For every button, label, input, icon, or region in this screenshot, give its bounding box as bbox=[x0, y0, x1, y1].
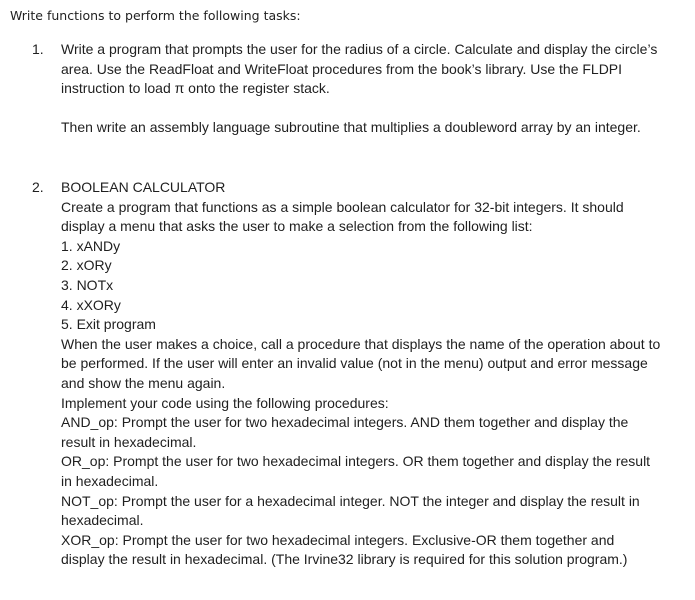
procedure-not: NOT_op: Prompt the user for a hexadecimal integer. NOT the integer and display the result in hexadecimal. bbox=[61, 492, 640, 529]
procedure-xor: XOR_op: Prompt the user for two hexadecimal integers. Exclusive-OR them together and display the result in hexadecimal. (The Irvine32 library is required for this solution program.) bbox=[61, 531, 628, 568]
choice-text: When the user makes a choice, call a procedure that displays the name of the operation about to be performed. If the user will enter an invalid value (not in the menu) output and error message and show the menu again. bbox=[61, 335, 661, 391]
intro-heading: Write functions to perform the following tasks: bbox=[10, 8, 301, 23]
menu-item: 1. xANDy bbox=[61, 237, 121, 254]
task-title: BOOLEAN CALCULATOR bbox=[61, 179, 226, 195]
menu-item: 4. xXORy bbox=[61, 296, 121, 313]
menu-item: 2. xORy bbox=[61, 257, 112, 274]
menu-item: 3. NOTx bbox=[61, 276, 114, 293]
task-1 bbox=[32, 40, 661, 138]
procedure-or: OR_op: Prompt the user for two hexadecimal integers. OR them together and display the result in hexadecimal. bbox=[61, 453, 651, 489]
task-paragraph: Write a program that prompts the user for the radius of a circle. Calculate and display the circle’s area. Use the ReadFloat and WriteFloat procedures from the book’s library. Use the FLDPI instruction to load π onto the register stack. bbox=[61, 41, 658, 97]
task-number: 2. bbox=[32, 179, 44, 195]
task-description: Create a program that functions as a simple boolean calculator for 32-bit integers. It should display a menu that asks the user to make a selection from the following list: bbox=[61, 198, 624, 235]
implement-intro: Implement your code using the following procedures: bbox=[61, 394, 389, 411]
menu-item: 5. Exit program bbox=[61, 316, 156, 333]
task-body bbox=[61, 178, 661, 570]
procedure-and: AND_op: Prompt the user for two hexadecimal integers. AND them together and display the result in hexadecimal. bbox=[61, 414, 629, 450]
task-paragraph: Then write an assembly language subroutine that multiplies a doubleword array by an integer. bbox=[61, 119, 641, 136]
task-body bbox=[61, 40, 661, 138]
task-number: 1. bbox=[32, 41, 44, 57]
task-2 bbox=[32, 178, 661, 570]
